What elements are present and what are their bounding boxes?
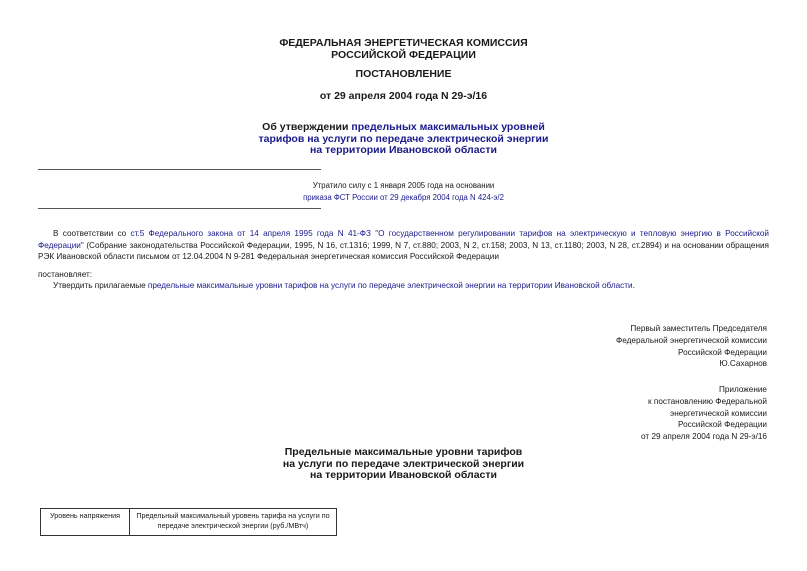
paragraph-1 [38,228,769,263]
signature-line-2: Федеральной энергетической комиссии [616,335,767,345]
status-note [0,180,807,203]
appendix-line-5: от 29 апреля 2004 года N 29-э/16 [641,432,767,442]
status-line: Утратило силу с 1 января 2005 года на основании [312,181,495,190]
table-header-row [41,509,337,536]
status-link[interactable]: приказа ФСТ России от 29 декабря 2004 года N 424-э/2 [303,192,504,202]
signature-name: Ю.Сахарнов [719,359,767,369]
resolves-label: постановляет: [38,270,93,279]
org-line-1: ФЕДЕРАЛЬНАЯ ЭНЕРГЕТИЧЕСКАЯ КОМИССИЯ [279,37,528,49]
p2-after: . [632,281,635,290]
paragraph-2 [53,280,769,292]
p2-before: Утвердить прилагаемые [53,281,148,290]
doc-date: от 29 апреля 2004 года N 29-э/16 [319,90,488,102]
appendix-line-1: Приложение [718,385,767,394]
header-tariff-line-1: Предельный максимальный уровень тарифа на услуги по [136,511,330,520]
title-link-1[interactable]: предельных максимальных уровней [351,121,545,133]
divider-top [38,169,321,170]
doc-title [0,122,807,157]
appendix-title-2: на услуги по передаче электрической энергии [282,457,525,470]
appendix-title-3: на территории Ивановской области [309,469,497,481]
header-cell-voltage: Уровень напряжения [41,509,130,536]
appendix-title-1: Предельные максимальные уровни тарифов [284,446,523,458]
signature-line-1: Первый заместитель Председателя [630,324,767,333]
p1-before: В соответствии со [53,229,131,238]
tariff-table [40,508,337,536]
appendix-title [0,447,807,482]
doc-type: ПОСТАНОВЛЕНИЕ [355,68,452,80]
title-prefix: Об утверждении [262,121,352,133]
title-link-2[interactable]: тарифов на услуги по передаче электрической энергии [258,132,549,145]
appendix-block [641,384,767,443]
law-link[interactable]: ст.5 Федерального закона от 14 апреля 1995 года N 41-ФЗ "О государственном регулировании тарифов на электрическую и тепловую энергию в Российской Федерации" [38,229,769,250]
header-cell-tariff [130,509,337,536]
appendix-line-4: Российской Федерации [677,420,767,430]
appendix-line-2: к постановлению Федеральной [648,396,767,406]
divider-bottom [38,208,321,209]
p1-after: (Собрание законодательства Российской Федерации, 1995, N 16, ст.1316; 1999, N 7, ст.880; 2003, N 2, ст.158; 2003, N 13, ст.1180; 2003, N 28, ст.2894) и на основании обращения РЭК Ивановской области письмом от 12.04.2004 N 9-281 Федеральная энергетическая комиссия Российской Федерации [38,240,769,261]
org-line-2: РОССИЙСКОЙ ФЕДЕРАЦИИ [331,49,476,61]
title-link-3[interactable]: на территории Ивановской области [309,144,497,156]
appendix-line-3: энергетической комиссии [670,408,767,418]
signature-block [616,323,767,370]
signature-line-3: Российской Федерации [677,347,767,357]
header-tariff-line-2: передаче электрической энергии (руб./МВтч) [157,520,309,530]
approved-tariffs-link[interactable]: предельные максимальные уровни тарифов на услуги по передаче электрической энергии на территории Ивановской области [147,281,633,290]
org-name [0,37,807,61]
